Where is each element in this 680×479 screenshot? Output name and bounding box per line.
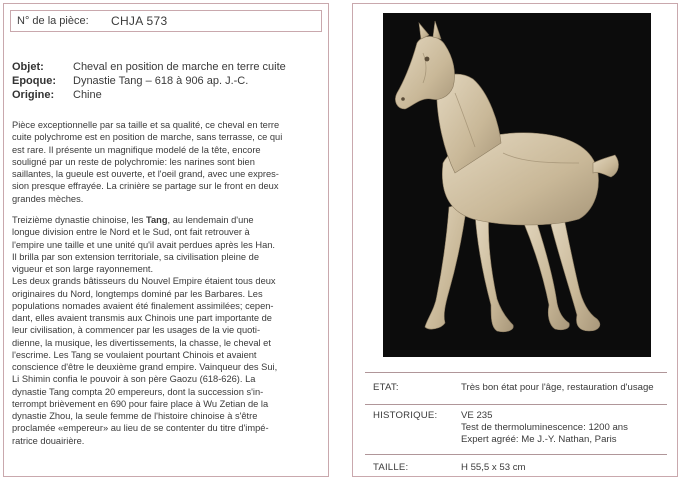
historique-line: VE 235: [461, 410, 493, 421]
field-value: Chine: [73, 89, 102, 101]
etat-value: Très bon état pour l'âge, restauration d'usage: [461, 382, 654, 393]
text-line: populations nomades avaient été finalement assimilées; cepen-: [12, 300, 274, 311]
reference-value: CHJA 573: [111, 14, 168, 28]
field-origine: [12, 88, 322, 102]
text-line: originaires du Nord, longtemps dominé par les Barbares. Les: [12, 288, 263, 299]
text-line: grandes mèches.: [12, 193, 84, 204]
historique-line: Test de thermoluminescence: 1200 ans: [461, 422, 628, 433]
text-line: dynastie Zhou, la seule femme de l'histoire chinoise à s'être: [12, 411, 258, 421]
historique-line: Expert agréé: Me J.-Y. Nathan, Paris: [461, 434, 617, 445]
horse-photo: [383, 13, 651, 357]
horse-nostril: [401, 97, 405, 101]
text-line: proclamée «empereur» au lieu de se contenter du titre d'impé-: [12, 423, 269, 434]
horse-body: [395, 21, 618, 332]
field-objet: [12, 60, 322, 74]
text-line: dienne, la musique, les divertissements, la chasse, le cheval et: [12, 337, 271, 348]
description-paragraph: [12, 119, 320, 205]
text-line: l'escrime. Les Tang se voulaient pourtant Chinois et avaient: [12, 349, 257, 360]
text-line: cuite polychrome est en position de marche, sans terrasse, ce qui: [12, 132, 283, 143]
text-line: l'empire une taille et une unité qu'il avait perdues après les Han.: [12, 239, 275, 250]
text-line: saillantes, la gueule est ouverte, et l'oeil grand, avec une expres-: [12, 169, 279, 179]
field-label: Epoque:: [12, 75, 56, 87]
text-line: terrompt brièvement en 690 pour faire place à Wu Zetian de la: [12, 398, 269, 409]
historique-value: [461, 410, 680, 446]
text-line: Li Shimin confia le pouvoir à son père Gaozu (618-626). La: [12, 374, 256, 385]
text-line: est rare. Il présente un magnifique modelé de la tête, encore: [12, 144, 261, 155]
text-line: sion presque effrayée. La crinière se partage sur le front en deux: [12, 181, 279, 192]
text-line: conscience d'être le deuxième grand empire. Vainqueur des Sui,: [12, 362, 278, 372]
history-paragraph: [12, 214, 320, 447]
text-line: dant, elles avaient transmis aux Chinois une part importante de: [12, 313, 272, 323]
text-span: Treizième dynastie chinoise, les: [12, 215, 147, 225]
object-fields: [12, 60, 322, 102]
text-line: Les deux grands bâtisseurs du Nouvel Empire étaient tous deux: [12, 276, 276, 287]
right-page: [352, 3, 678, 477]
left-page: [3, 3, 329, 477]
divider: [365, 454, 667, 455]
text-line: Pièce exceptionnelle par sa taille et sa qualité, ce cheval en terre: [12, 120, 280, 130]
text-line: leur civilisation, à commencer par les usages de la vie quoti-: [12, 325, 261, 336]
taille-label: TAILLE:: [373, 462, 409, 473]
horse-figure: [383, 13, 651, 357]
text-line: dynastie Tang compta 20 empereurs, dont la succession s'in-: [12, 386, 264, 397]
taille-value: H 55,5 x 53 cm: [461, 462, 526, 473]
dynasty-name: Tang: [146, 215, 168, 225]
text-line: [12, 214, 320, 226]
field-value: Dynastie Tang – 618 à 906 ap. J.-C.: [73, 75, 249, 87]
text-line: longue division entre le Nord et le Sud, ont fait retrouver à: [12, 227, 250, 238]
field-label: Origine:: [12, 89, 55, 101]
field-label: Objet:: [12, 61, 44, 73]
field-epoque: [12, 74, 322, 88]
divider: [365, 372, 667, 373]
text-span: , au lendemain d'une: [167, 215, 254, 225]
historique-label: HISTORIQUE:: [373, 410, 438, 421]
horse-eye: [425, 57, 430, 62]
text-line: Il brilla par son extension territoriale, sa civilisation pleine de: [12, 251, 260, 262]
text-line: souligné par un reste de polychromie: les narines sont bien: [12, 156, 255, 167]
field-value: Cheval en position de marche en terre cuite: [73, 61, 286, 73]
text-line: vigueur et son large rayonnement.: [12, 264, 154, 274]
divider: [365, 404, 667, 405]
etat-label: ETAT:: [373, 382, 399, 393]
text-line: ratrice douairière.: [12, 435, 85, 446]
reference-label: N° de la pièce:: [17, 15, 89, 27]
reference-box: [10, 10, 322, 32]
